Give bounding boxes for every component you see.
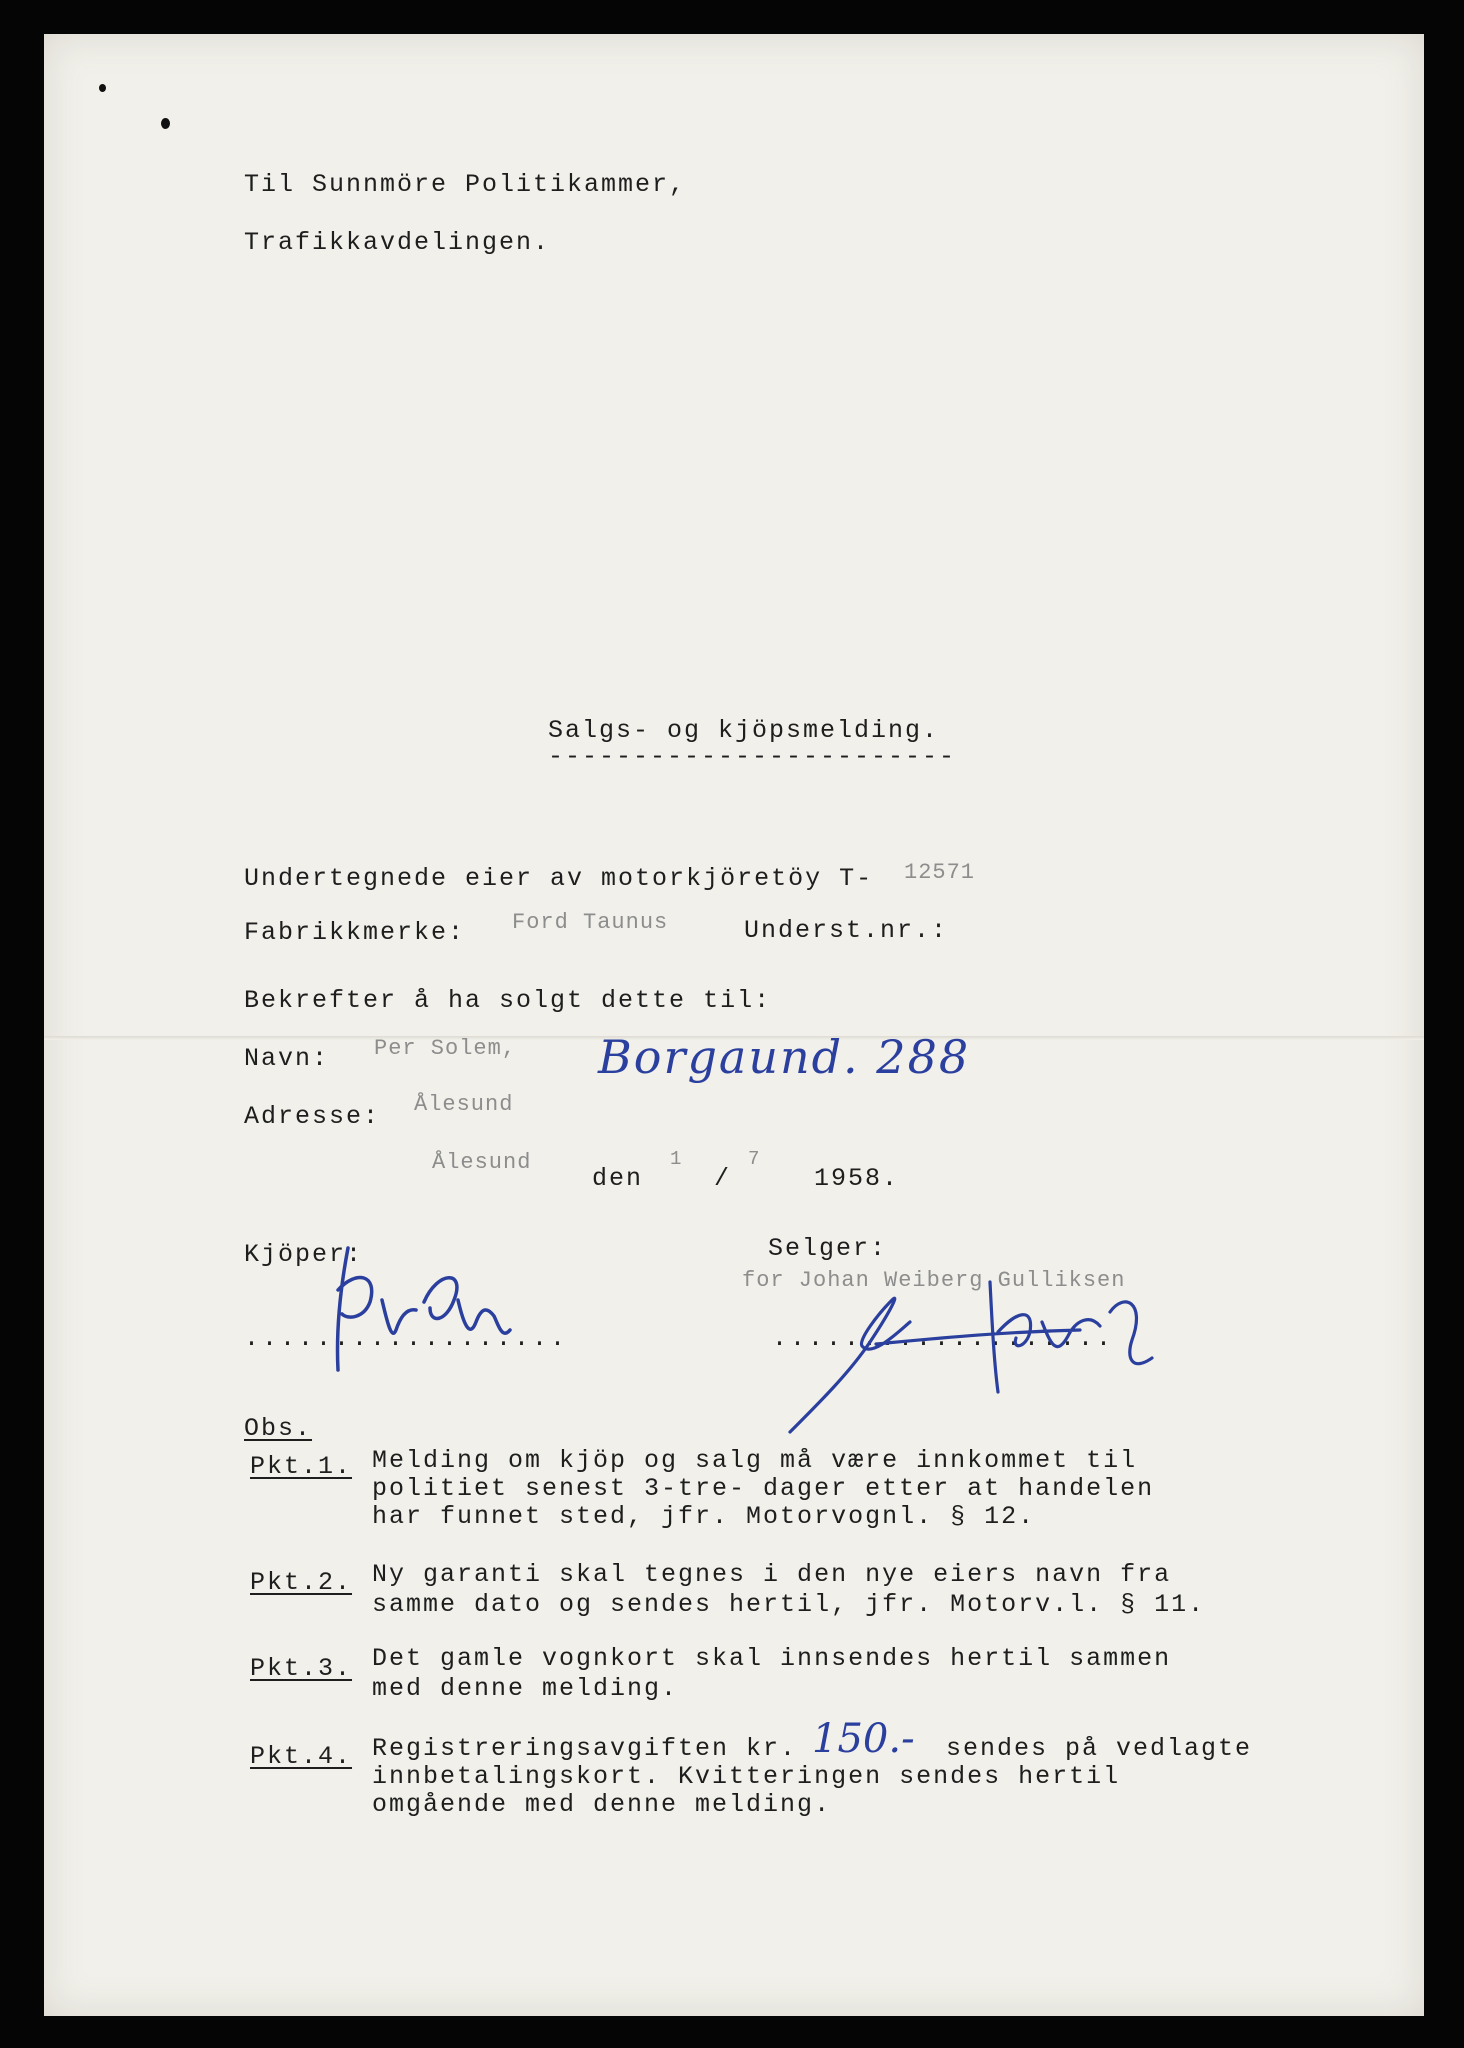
note-1-line-1: Melding om kjöp og salg må være innkommet til xyxy=(372,1446,1138,1475)
date-den-label: den xyxy=(592,1164,644,1193)
seller-signature xyxy=(780,1262,1180,1452)
ink-speck xyxy=(161,118,170,129)
address-value: Ålesund xyxy=(414,1092,514,1117)
note-3-label: Pkt.3. xyxy=(250,1654,353,1683)
seller-label: Selger: xyxy=(768,1234,888,1263)
title-underline: ------------------------ xyxy=(548,742,957,771)
make-label: Fabrikkmerke: xyxy=(244,918,466,947)
recipient-line-2: Trafikkavdelingen. xyxy=(244,228,551,257)
seller-for-stamp: for Johan Weiberg Gulliksen xyxy=(742,1268,1126,1293)
buyer-label: Kjöper: xyxy=(244,1240,364,1269)
chassis-label: Underst.nr.: xyxy=(744,916,949,945)
handwritten-address: Borgaund. 288 xyxy=(598,1030,971,1084)
date-place: Ålesund xyxy=(432,1150,532,1175)
note-2-label: Pkt.2. xyxy=(250,1568,353,1597)
note-3-line-2: med denne melding. xyxy=(372,1674,679,1703)
note-4-line-3: omgående med denne melding. xyxy=(372,1790,832,1819)
handwritten-amount: 150.- xyxy=(812,1716,915,1762)
note-2-line-1: Ny garanti skal tegnes i den nye eiers navn fra xyxy=(372,1560,1172,1589)
note-1-line-2: politiet senest 3-tre- dager etter at handelen xyxy=(372,1474,1155,1503)
owner-label: Undertegnede eier av motorkjöretöy T- xyxy=(244,864,874,893)
recipient-line-1: Til Sunnmöre Politikammer, xyxy=(244,170,687,199)
buyer-signature xyxy=(326,1230,526,1410)
note-4-line-2: innbetalingskort. Kvitteringen sendes hertil xyxy=(372,1762,1121,1791)
date-year: 1958. xyxy=(814,1164,900,1193)
name-label: Navn: xyxy=(244,1044,330,1073)
name-value: Per Solem, xyxy=(374,1036,517,1061)
note-4-line-1: Registreringsavgiften kr. xyxy=(372,1734,798,1763)
date-day: 1 xyxy=(670,1148,683,1170)
ink-speck xyxy=(99,84,106,92)
registration-number: 12571 xyxy=(904,860,976,885)
obs-label: Obs. xyxy=(244,1414,313,1443)
address-label: Adresse: xyxy=(244,1102,381,1131)
note-4-line-1-suffix: sendes på vedlagte xyxy=(946,1734,1253,1763)
note-1-line-3: har funnet sted, jfr. Motorvognl. § 12. xyxy=(372,1502,1036,1531)
confirm-text: Bekrefter å ha solgt dette til: xyxy=(244,986,772,1015)
buyer-signature-line: .................. xyxy=(244,1324,569,1353)
note-3-line-1: Det gamle vognkort skal innsendes hertil sammen xyxy=(372,1644,1172,1673)
note-1-label: Pkt.1. xyxy=(250,1452,353,1481)
note-4-label: Pkt.4. xyxy=(250,1742,353,1771)
seller-signature-line: ................... xyxy=(772,1324,1115,1353)
note-2-line-2: samme dato og sendes hertil, jfr. Motorv.l. § 11. xyxy=(372,1590,1206,1619)
date-month: 7 xyxy=(748,1148,761,1170)
document-page xyxy=(44,34,1424,2016)
page-title: Salgs- og kjöpsmelding. xyxy=(548,716,940,745)
make-value: Ford Taunus xyxy=(512,910,669,935)
date-slash: / xyxy=(714,1164,732,1193)
